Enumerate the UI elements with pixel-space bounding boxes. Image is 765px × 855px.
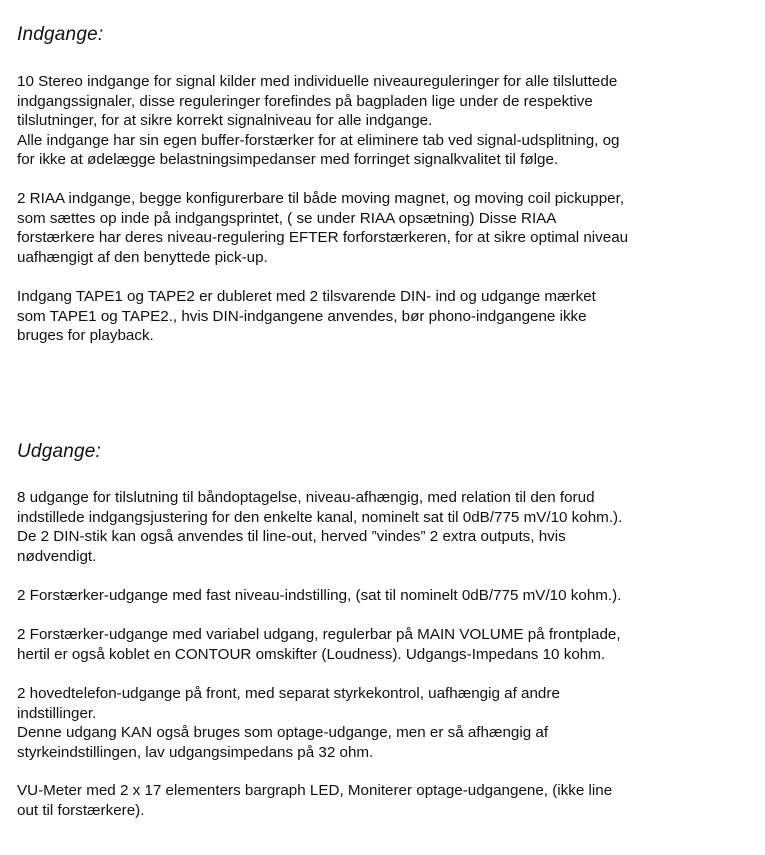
text-line: som TAPE1 og TAPE2., hvis DIN-indgangene anvendes, bør phono-indgangene ikke <box>17 307 587 325</box>
text-line: bruges for playback. <box>17 327 154 345</box>
text-line: 2 Forstærker-udgange med fast niveau-indstilling, (sat til nominelt 0dB/775 mV/10 kohm.). <box>17 587 622 604</box>
text-line: 2 Forstærker-udgange med variabel udgang, regulerbar på MAIN VOLUME på frontplade, <box>17 626 621 643</box>
text-line: VU-Meter med 2 x 17 elementers bargraph LED, Moniterer optage-udgangene, (ikke line <box>17 782 613 799</box>
paragraph-udgange-3 <box>17 625 621 664</box>
text-line: Alle indgange har sin egen buffer-forstærker for at eliminere tab ved signal-udsplitning, og <box>17 131 620 149</box>
text-line: hertil er også koblet en CONTOUR omskifter (Loudness). Udgangs-Impedans 10 kohm. <box>17 645 606 663</box>
text-line: 2 hovedtelefon-udgange på front, med separat styrkekontrol, uafhængig af andre <box>17 685 560 702</box>
text-line: 8 udgange for tilslutning til båndoptagelse, niveau-afhængig, med relation til den forud <box>17 489 595 506</box>
text-line: De 2 DIN-stik kan også anvendes til line-out, herved ”vindes” 2 extra outputs, hvis <box>17 528 566 546</box>
paragraph-udgange-4 <box>17 684 560 762</box>
text-line: 2 RIAA indgange, begge konfigurerbare til både moving magnet, og moving coil pickupper, <box>17 190 625 207</box>
text-line: tilslutninger, for at sikre korrekt signalniveau for alle indgange. <box>17 112 433 130</box>
text-line: out til forstærkere). <box>17 801 145 819</box>
text-line: indstillinger. <box>17 704 97 722</box>
text-line: nødvendigt. <box>17 547 97 565</box>
text-line: for ikke at ødelægge belastningsimpedanser med forringet signalkvalitet til følge. <box>17 151 559 169</box>
paragraph-indgange-1 <box>17 72 620 170</box>
text-line: 10 Stereo indgange for signal kilder med individuelle niveaureguleringer for alle tilsluttede <box>17 73 618 90</box>
text-line: Indgang TAPE1 og TAPE2 er dubleret med 2 tilsvarende DIN- ind og udgange mærket <box>17 288 596 305</box>
section-heading-indgange: Indgange: <box>17 24 104 45</box>
text-line: uafhængigt af den benyttede pick-up. <box>17 248 268 266</box>
text-line: som sættes op inde på indgangsprintet, ( se under RIAA opsætning) Disse RIAA <box>17 209 557 227</box>
section-heading-udgange: Udgange: <box>17 441 102 462</box>
paragraph-udgange-2 <box>17 586 621 606</box>
paragraph-indgange-2 <box>17 189 628 267</box>
text-line: styrkeindstillingen, lav udgangsimpedans på 32 ohm. <box>17 743 374 761</box>
paragraph-udgange-1 <box>17 488 622 566</box>
paragraph-indgange-3 <box>17 287 596 346</box>
text-line: indgangssignaler, disse reguleringer forefindes på bagpladen lige under de respektive <box>17 92 593 110</box>
text-line: forstærkere har deres niveau-regulering EFTER forforstærkeren, for at sikre optimal niveau <box>17 229 629 247</box>
text-line: Denne udgang KAN også bruges som optage-udgange, men er så afhængig af <box>17 724 549 742</box>
paragraph-udgange-5 <box>17 781 612 820</box>
text-line: indstillede indgangsjustering for den enkelte kanal, nominelt sat til 0dB/775 mV/10 kohm.). <box>17 508 623 526</box>
